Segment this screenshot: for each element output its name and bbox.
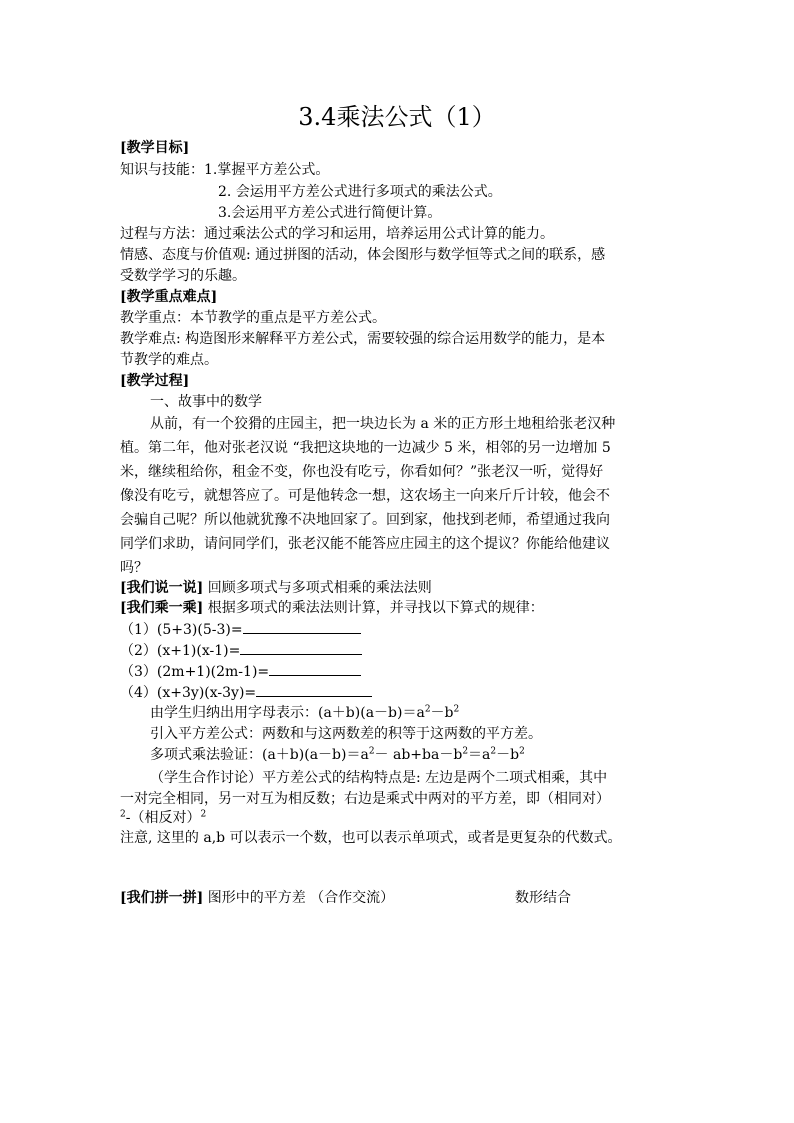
formula-induce	[150, 703, 459, 723]
part-one-title: 一、故事中的数学	[150, 394, 262, 410]
exercise-number: （4）	[120, 685, 157, 701]
difficulty-line-2: 节教学的难点。	[120, 352, 218, 368]
verify-text-b: － ab+ba－b	[374, 747, 463, 763]
exponent: 2	[424, 704, 431, 715]
teaching-focus: 教学重点：本节教学的重点是平方差公式。	[120, 310, 386, 326]
exercise-1	[120, 619, 361, 640]
answer-blank[interactable]	[269, 661, 361, 676]
exercise-expression: (2m+1)(2m-1)=	[156, 664, 270, 680]
puzzle-extra: 数形结合	[515, 890, 571, 906]
say-text: 回顾多项式与多项式相乘的乘法法则	[207, 580, 432, 596]
keypoints-heading: [教学重点难点]	[120, 289, 218, 305]
formula-intro: 引入平方差公式：两数和与这两数差的积等于这两数的平方差。	[150, 726, 542, 742]
feature-line-3	[120, 808, 206, 828]
answer-blank[interactable]	[240, 640, 362, 655]
exponent: 2	[120, 809, 126, 820]
verify-text-d: －b	[496, 747, 520, 763]
answer-blank[interactable]	[256, 682, 372, 697]
induce-text-b: －b	[430, 705, 454, 721]
exercise-number: （1）	[120, 622, 157, 638]
puzzle-label: [我们拼一拼]	[120, 890, 204, 906]
exponent: 2	[462, 746, 469, 757]
difficulty-line-1: 教学难点: 构造图形来解释平方差公式，需要较强的综合运用数学的能力，是本	[120, 331, 606, 347]
verify-text-c: ＝a	[468, 747, 491, 763]
exercise-2	[120, 640, 362, 661]
exponent: 2	[368, 746, 375, 757]
answer-blank[interactable]	[243, 619, 361, 634]
verify-text: 多项式乘法验证：(a＋b)(a－b)＝a	[150, 747, 369, 763]
story-line: 会骗自己呢？所以他就犹豫不决地回家了。回到家，他找到老师，希望通过我向	[120, 512, 610, 528]
exercise-4	[120, 682, 372, 703]
note-line: 注意, 这里的 a,b 可以表示一个数，也可以表示单项式，或者是更复杂的代数式。	[120, 830, 622, 846]
process-heading: [教学过程]	[120, 373, 190, 389]
exponent: 2	[453, 704, 460, 715]
story-line: 植。第二年，他对张老汉说 “我把这块地的一边减少 5 米，相邻的另一边增加 5	[120, 440, 611, 456]
exponent: 2	[490, 746, 497, 757]
exercise-expression: (x+3y)(x-3y)=	[156, 685, 257, 701]
say-line	[120, 578, 432, 598]
story-line: 吗？	[120, 560, 148, 576]
say-label: [我们说一说]	[120, 580, 204, 596]
feature-line-2: 一对完全相同，另一对互为相反数；右边是乘式中两对的平方差，即（相同对）	[120, 791, 610, 807]
process-method: 过程与方法：通过乘法公式的学习和运用，培养运用公式计算的能力。	[120, 226, 554, 242]
page-title: 3.4乘法公式（1）	[298, 103, 496, 131]
puzzle-line	[120, 888, 394, 908]
story-line: 像没有吃亏，就想答应了。可是他转念一想，这农场主一向来斤斤计较，他会不	[120, 488, 610, 504]
knowledge-item-1: 1.掌握平方差公式。	[204, 162, 330, 178]
exercise-3	[120, 661, 361, 682]
story-line: 从前，有一个狡猾的庄园主，把一块边长为 a 米的正方形土地租给张老汉种	[150, 416, 616, 432]
story-line: 米，继续租给你，租金不变，你也没有吃亏，你看如何？”张老汉一听，觉得好	[120, 464, 604, 480]
puzzle-text: 图形中的平方差 （合作交流）	[207, 890, 395, 906]
knowledge-item-3: 3.会运用平方差公式进行简便计算。	[218, 205, 442, 221]
knowledge-line-1	[120, 160, 329, 180]
exponent: 2	[200, 809, 207, 820]
multiply-text: 根据多项式的乘法法则计算，并寻找以下算式的规律：	[207, 600, 544, 616]
feature-line-1: （学生合作讨论）平方差公式的结构特点是: 左边是两个二项式相乘，其中	[150, 770, 608, 786]
objectives-heading: [教学目标]	[120, 140, 190, 156]
exponent: 2	[519, 746, 525, 757]
multiply-line	[120, 598, 544, 618]
exercise-expression: (x+1)(x-1)=	[156, 643, 241, 659]
induce-text: 由学生归纳出用字母表示：(a＋b)(a－b)＝a	[150, 705, 425, 721]
story-line: 同学们求助，请问同学们，张老汉能不能答应庄园主的这个提议？你能给他建议	[120, 536, 610, 552]
emotion-line-2: 受数学学习的乐趣。	[120, 268, 246, 284]
multiply-label: [我们乘一乘]	[120, 600, 204, 616]
exercise-number: （2）	[120, 643, 157, 659]
knowledge-item-2: 2. 会运用平方差公式进行多项式的乘法公式。	[218, 184, 502, 200]
emotion-line-1: 情感、态度与价值观: 通过拼图的活动，体会图形与数学恒等式之间的联系，感	[120, 247, 606, 263]
exercise-number: （3）	[120, 664, 157, 680]
exercise-expression: (5+3)(5-3)=	[156, 622, 243, 638]
knowledge-label: 知识与技能：	[120, 162, 204, 178]
feature-text-3: -（相反对）	[125, 810, 201, 826]
formula-verify	[150, 745, 525, 765]
